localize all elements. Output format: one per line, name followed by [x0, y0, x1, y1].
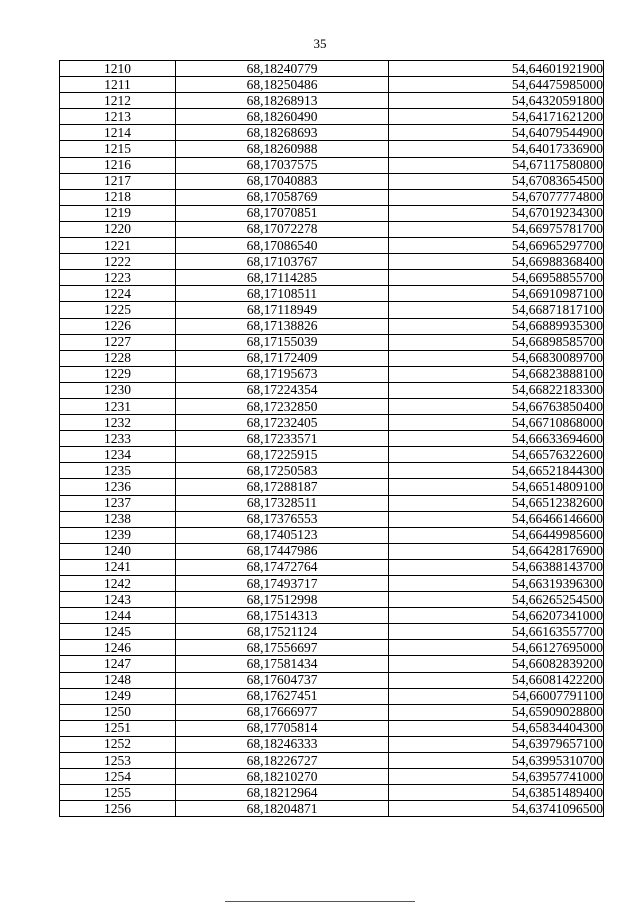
table-row — [60, 592, 604, 608]
point-number-cell: 1216 — [60, 157, 176, 173]
point-number-cell: 1210 — [60, 61, 176, 77]
table-row — [60, 576, 604, 592]
point-number-cell: 1223 — [60, 270, 176, 286]
table-row — [60, 189, 604, 205]
x-coordinate-cell: 68,17405123 — [176, 527, 389, 543]
table-row — [60, 672, 604, 688]
table-row — [60, 398, 604, 414]
point-number-cell: 1211 — [60, 77, 176, 93]
point-number-cell: 1222 — [60, 254, 176, 270]
x-coordinate-cell: 68,17556697 — [176, 640, 389, 656]
x-coordinate-cell: 68,17514313 — [176, 608, 389, 624]
point-number-cell: 1233 — [60, 431, 176, 447]
y-coordinate-cell: 54,66265254500 — [389, 592, 604, 608]
table-row — [60, 125, 604, 141]
point-number-cell: 1255 — [60, 785, 176, 801]
y-coordinate-cell: 54,66898585700 — [389, 334, 604, 350]
table-row — [60, 463, 604, 479]
x-coordinate-cell: 68,17195673 — [176, 366, 389, 382]
x-coordinate-cell: 68,17232405 — [176, 415, 389, 431]
y-coordinate-cell: 54,66975781700 — [389, 221, 604, 237]
y-coordinate-cell: 54,67019234300 — [389, 205, 604, 221]
table-row — [60, 318, 604, 334]
y-coordinate-cell: 54,66823888100 — [389, 366, 604, 382]
y-coordinate-cell: 54,66207341000 — [389, 608, 604, 624]
table-row — [60, 753, 604, 769]
point-number-cell: 1235 — [60, 463, 176, 479]
x-coordinate-cell: 68,17058769 — [176, 189, 389, 205]
x-coordinate-cell: 68,18240779 — [176, 61, 389, 77]
x-coordinate-cell: 68,17072278 — [176, 221, 389, 237]
y-coordinate-cell: 54,67077774800 — [389, 189, 604, 205]
point-number-cell: 1215 — [60, 141, 176, 157]
point-number-cell: 1231 — [60, 398, 176, 414]
point-number-cell: 1243 — [60, 592, 176, 608]
y-coordinate-cell: 54,66633694600 — [389, 431, 604, 447]
point-number-cell: 1241 — [60, 559, 176, 575]
table-row — [60, 415, 604, 431]
point-number-cell: 1250 — [60, 704, 176, 720]
point-number-cell: 1238 — [60, 511, 176, 527]
table-row — [60, 366, 604, 382]
table-row — [60, 77, 604, 93]
point-number-cell: 1230 — [60, 382, 176, 398]
footer-rule — [225, 901, 415, 902]
point-number-cell: 1214 — [60, 125, 176, 141]
point-number-cell: 1220 — [60, 221, 176, 237]
x-coordinate-cell: 68,18268913 — [176, 93, 389, 109]
y-coordinate-cell: 54,66082839200 — [389, 656, 604, 672]
table-row — [60, 61, 604, 77]
x-coordinate-cell: 68,17108511 — [176, 286, 389, 302]
x-coordinate-cell: 68,17225915 — [176, 447, 389, 463]
coordinates-table — [59, 60, 604, 817]
point-number-cell: 1245 — [60, 624, 176, 640]
y-coordinate-cell: 54,66710868000 — [389, 415, 604, 431]
table-row — [60, 495, 604, 511]
y-coordinate-cell: 54,66127695000 — [389, 640, 604, 656]
y-coordinate-cell: 54,65909028800 — [389, 704, 604, 720]
y-coordinate-cell: 54,64601921900 — [389, 61, 604, 77]
x-coordinate-cell: 68,17103767 — [176, 254, 389, 270]
point-number-cell: 1224 — [60, 286, 176, 302]
x-coordinate-cell: 68,18260988 — [176, 141, 389, 157]
point-number-cell: 1256 — [60, 801, 176, 817]
point-number-cell: 1212 — [60, 93, 176, 109]
x-coordinate-cell: 68,17493717 — [176, 576, 389, 592]
y-coordinate-cell: 54,66871817100 — [389, 302, 604, 318]
x-coordinate-cell: 68,17521124 — [176, 624, 389, 640]
x-coordinate-cell: 68,17233571 — [176, 431, 389, 447]
y-coordinate-cell: 54,66388143700 — [389, 559, 604, 575]
y-coordinate-cell: 54,63851489400 — [389, 785, 604, 801]
point-number-cell: 1247 — [60, 656, 176, 672]
x-coordinate-cell: 68,18212964 — [176, 785, 389, 801]
point-number-cell: 1234 — [60, 447, 176, 463]
x-coordinate-cell: 68,17070851 — [176, 205, 389, 221]
x-coordinate-cell: 68,17037575 — [176, 157, 389, 173]
table-row — [60, 447, 604, 463]
y-coordinate-cell: 54,66910987100 — [389, 286, 604, 302]
x-coordinate-cell: 68,17512998 — [176, 592, 389, 608]
table-row — [60, 479, 604, 495]
y-coordinate-cell: 54,66081422200 — [389, 672, 604, 688]
table-row — [60, 704, 604, 720]
table-row — [60, 624, 604, 640]
y-coordinate-cell: 54,63741096500 — [389, 801, 604, 817]
x-coordinate-cell: 68,18226727 — [176, 753, 389, 769]
x-coordinate-cell: 68,18204871 — [176, 801, 389, 817]
y-coordinate-cell: 54,66466146600 — [389, 511, 604, 527]
table-row — [60, 688, 604, 704]
point-number-cell: 1236 — [60, 479, 176, 495]
point-number-cell: 1226 — [60, 318, 176, 334]
x-coordinate-cell: 68,17581434 — [176, 656, 389, 672]
y-coordinate-cell: 54,66449985600 — [389, 527, 604, 543]
table-row — [60, 173, 604, 189]
table-row — [60, 382, 604, 398]
table-row — [60, 527, 604, 543]
point-number-cell: 1249 — [60, 688, 176, 704]
y-coordinate-cell: 54,66958855700 — [389, 270, 604, 286]
y-coordinate-cell: 54,64017336900 — [389, 141, 604, 157]
x-coordinate-cell: 68,17376553 — [176, 511, 389, 527]
x-coordinate-cell: 68,17155039 — [176, 334, 389, 350]
x-coordinate-cell: 68,17250583 — [176, 463, 389, 479]
point-number-cell: 1227 — [60, 334, 176, 350]
table-row — [60, 270, 604, 286]
table-row — [60, 93, 604, 109]
table-row — [60, 238, 604, 254]
y-coordinate-cell: 54,66428176900 — [389, 543, 604, 559]
table-row — [60, 656, 604, 672]
point-number-cell: 1219 — [60, 205, 176, 221]
x-coordinate-cell: 68,17114285 — [176, 270, 389, 286]
table-row — [60, 302, 604, 318]
point-number-cell: 1248 — [60, 672, 176, 688]
x-coordinate-cell: 68,17627451 — [176, 688, 389, 704]
table-row — [60, 431, 604, 447]
table-row — [60, 801, 604, 817]
y-coordinate-cell: 54,66889935300 — [389, 318, 604, 334]
x-coordinate-cell: 68,17118949 — [176, 302, 389, 318]
table-row — [60, 543, 604, 559]
y-coordinate-cell: 54,66514809100 — [389, 479, 604, 495]
x-coordinate-cell: 68,18268693 — [176, 125, 389, 141]
x-coordinate-cell: 68,18246333 — [176, 736, 389, 752]
table-row — [60, 785, 604, 801]
point-number-cell: 1221 — [60, 238, 176, 254]
x-coordinate-cell: 68,17666977 — [176, 704, 389, 720]
table-row — [60, 221, 604, 237]
point-number-cell: 1239 — [60, 527, 176, 543]
table-row — [60, 254, 604, 270]
page-number: 35 — [313, 36, 327, 51]
point-number-cell: 1252 — [60, 736, 176, 752]
x-coordinate-cell: 68,17232850 — [176, 398, 389, 414]
x-coordinate-cell: 68,17447986 — [176, 543, 389, 559]
point-number-cell: 1251 — [60, 720, 176, 736]
y-coordinate-cell: 54,66521844300 — [389, 463, 604, 479]
y-coordinate-cell: 54,66576322600 — [389, 447, 604, 463]
coordinates-table-body — [60, 61, 604, 817]
x-coordinate-cell: 68,17472764 — [176, 559, 389, 575]
point-number-cell: 1218 — [60, 189, 176, 205]
x-coordinate-cell: 68,17138826 — [176, 318, 389, 334]
y-coordinate-cell: 54,64171621200 — [389, 109, 604, 125]
table-row — [60, 769, 604, 785]
y-coordinate-cell: 54,66163557700 — [389, 624, 604, 640]
table-row — [60, 109, 604, 125]
x-coordinate-cell: 68,17224354 — [176, 382, 389, 398]
point-number-cell: 1253 — [60, 753, 176, 769]
y-coordinate-cell: 54,66763850400 — [389, 398, 604, 414]
y-coordinate-cell: 54,66319396300 — [389, 576, 604, 592]
table-row — [60, 736, 604, 752]
x-coordinate-cell: 68,17086540 — [176, 238, 389, 254]
table-row — [60, 286, 604, 302]
table-row — [60, 350, 604, 366]
y-coordinate-cell: 54,64475985000 — [389, 77, 604, 93]
table-row — [60, 141, 604, 157]
y-coordinate-cell: 54,67083654500 — [389, 173, 604, 189]
point-number-cell: 1213 — [60, 109, 176, 125]
point-number-cell: 1240 — [60, 543, 176, 559]
table-row — [60, 640, 604, 656]
y-coordinate-cell: 54,63957741000 — [389, 769, 604, 785]
point-number-cell: 1228 — [60, 350, 176, 366]
table-row — [60, 608, 604, 624]
y-coordinate-cell: 54,66965297700 — [389, 238, 604, 254]
y-coordinate-cell: 54,65834404300 — [389, 720, 604, 736]
point-number-cell: 1246 — [60, 640, 176, 656]
table-row — [60, 205, 604, 221]
y-coordinate-cell: 54,66822183300 — [389, 382, 604, 398]
point-number-cell: 1242 — [60, 576, 176, 592]
x-coordinate-cell: 68,17705814 — [176, 720, 389, 736]
x-coordinate-cell: 68,17328511 — [176, 495, 389, 511]
y-coordinate-cell: 54,66988368400 — [389, 254, 604, 270]
y-coordinate-cell: 54,66830089700 — [389, 350, 604, 366]
point-number-cell: 1229 — [60, 366, 176, 382]
table-row — [60, 511, 604, 527]
y-coordinate-cell: 54,63979657100 — [389, 736, 604, 752]
table-row — [60, 334, 604, 350]
y-coordinate-cell: 54,67117580800 — [389, 157, 604, 173]
point-number-cell: 1237 — [60, 495, 176, 511]
x-coordinate-cell: 68,18210270 — [176, 769, 389, 785]
table-row — [60, 157, 604, 173]
x-coordinate-cell: 68,17288187 — [176, 479, 389, 495]
table-row — [60, 559, 604, 575]
y-coordinate-cell: 54,66007791100 — [389, 688, 604, 704]
table-row — [60, 720, 604, 736]
x-coordinate-cell: 68,17172409 — [176, 350, 389, 366]
x-coordinate-cell: 68,18260490 — [176, 109, 389, 125]
point-number-cell: 1232 — [60, 415, 176, 431]
y-coordinate-cell: 54,64079544900 — [389, 125, 604, 141]
y-coordinate-cell: 54,64320591800 — [389, 93, 604, 109]
x-coordinate-cell: 68,17604737 — [176, 672, 389, 688]
point-number-cell: 1217 — [60, 173, 176, 189]
point-number-cell: 1244 — [60, 608, 176, 624]
y-coordinate-cell: 54,63995310700 — [389, 753, 604, 769]
x-coordinate-cell: 68,17040883 — [176, 173, 389, 189]
x-coordinate-cell: 68,18250486 — [176, 77, 389, 93]
point-number-cell: 1254 — [60, 769, 176, 785]
point-number-cell: 1225 — [60, 302, 176, 318]
y-coordinate-cell: 54,66512382600 — [389, 495, 604, 511]
